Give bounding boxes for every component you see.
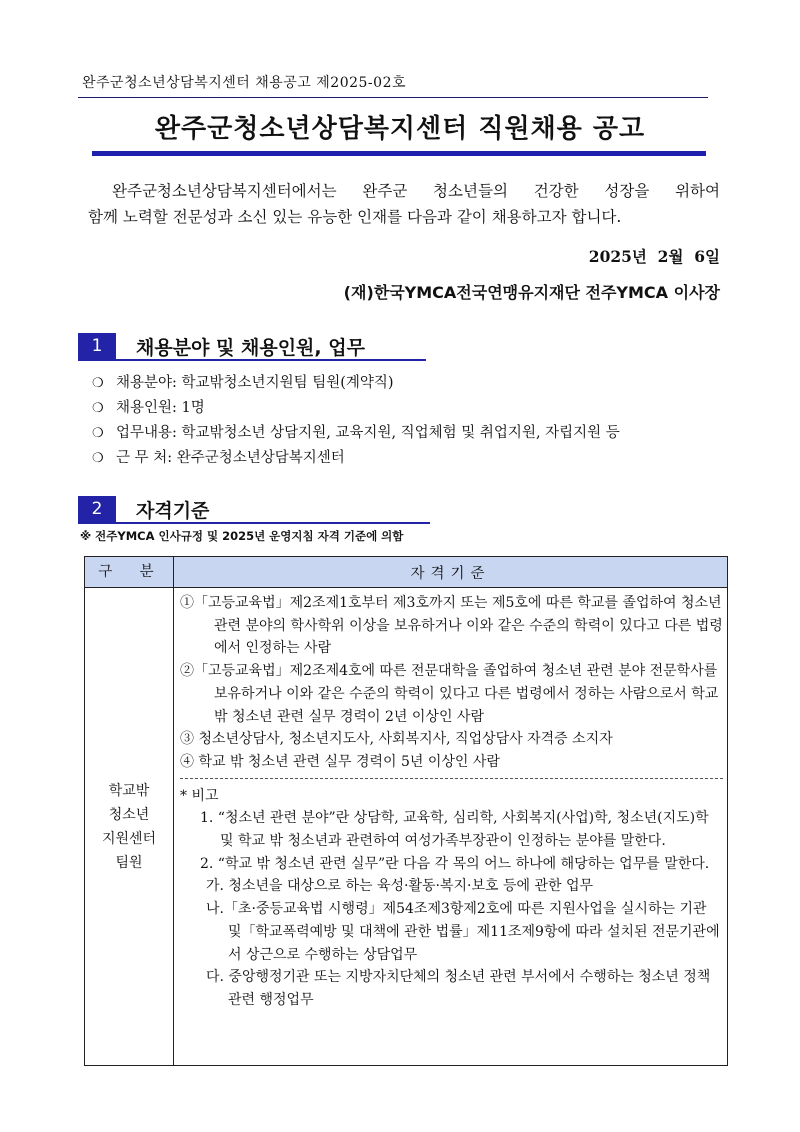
header-rule — [78, 97, 708, 98]
intro-line-2: 함께 노력할 전문성과 소신 있는 유능한 인재를 다음과 같이 채용하고자 합니다. — [88, 208, 622, 226]
title-underline — [92, 151, 706, 156]
issuer-name: (재)한국YMCA전국연맹유지재단 전주YMCA 이사장 — [343, 283, 720, 302]
remarks-title: * 비고 — [180, 787, 219, 804]
section-2-title: 자격기준 — [136, 500, 210, 522]
list-item: ❍ 채용인원: 1명 — [92, 396, 620, 421]
header-criteria: 자격기준 — [174, 557, 728, 588]
list-item: ❍ 채용분야: 학교밖청소년지원팀 팀원(계약직) — [92, 371, 620, 396]
category-cell: 학교밖 청소년 지원센터 팀원 — [85, 588, 174, 1066]
section-1-number: 1 — [78, 333, 116, 359]
announcement-date: 2025년 2월 6일 — [588, 247, 720, 266]
page-title: 완주군청소년상담복지센터 직원채용 공고 — [154, 114, 646, 144]
qualification-table — [84, 556, 728, 1066]
criteria-note: ※ 전주YMCA 인사규정 및 2025년 운영지침 자격 기준에 의함 — [80, 529, 404, 543]
document-number: 완주군청소년상담복지센터 채용공고 제2025-02호 — [82, 75, 407, 91]
criteria-item: ①「고등교육법」제2조제1호부터 제3호까지 또는 제5호에 따른 학교를 졸업하여 청소년 관련 분야의 학사학위 이상을 보유하거나 이와 같은 수준의 학력이 있다고 다른 법령에서 인정하는 사람 — [180, 595, 723, 657]
remark-sub-item: 다. 중앙행정기관 또는 지방자치단체의 청소년 관련 부서에서 수행하는 청소년 정책 관련 행정업무 — [206, 969, 711, 1008]
section-2-number: 2 — [78, 496, 116, 522]
criteria-cell — [174, 588, 728, 1066]
circle-bullet-icon: ❍ — [92, 451, 104, 466]
remark-sub-item: 가. 청소년을 대상으로 하는 육성·활동·복지·보호 등에 관한 업무 — [206, 878, 594, 895]
remark-item: 2. “학교 밖 청소년 관련 실무”란 다음 각 목의 어느 하나에 해당하는 업무를 말한다. — [200, 855, 710, 872]
circle-bullet-icon: ❍ — [92, 401, 104, 416]
remark-item: 1. “청소년 관련 분야”란 상담학, 교육학, 심리학, 사회복지(사업)학, 청소년(지도)학 및 학교 밖 청소년과 관련하여 여성가족부장관이 인정하는 분야를 말한다. — [200, 810, 709, 850]
intro-paragraph — [88, 178, 720, 230]
criteria-item: ③ 청소년상담사, 청소년지도사, 사회복지사, 직업상담사 자격증 소지자 — [180, 731, 613, 748]
list-item: ❍ 업무내용: 학교밖청소년 상담지원, 교육지원, 직업체험 및 취업지원, 자립지원 등 — [92, 421, 620, 446]
criteria-item: ④ 학교 밖 청소년 관련 실무 경력이 5년 이상인 사람 — [180, 753, 500, 770]
remarks-block — [180, 778, 723, 1012]
criteria-item: ②「고등교육법」제2조제4호에 따른 전문대학을 졸업하여 청소년 관련 분야 전문학사를 보유하거나 이와 같은 수준의 학력이 있다고 다른 법령에서 정하는 사람으로서 학교 밖 청소년 관련 실무 경력이 2년 이상인 사람 — [180, 663, 719, 725]
section-1-list — [92, 371, 620, 471]
circle-bullet-icon: ❍ — [92, 426, 104, 441]
remark-sub-item: 나.「초·중등교육법 시행령」제54조제3항제2호에 따른 지원사업을 실시하는 기관 및「학교폭력예방 및 대책에 관한 법률」제11조제9항에 따라 설치된 전문기관에서 상근으로 수행하는 상담업무 — [206, 901, 720, 963]
section-1-rule — [78, 359, 426, 361]
intro-line-1: 완주군청소년상담복지센터에서는 완주군 청소년들의 건강한 성장을 위하여 — [112, 182, 720, 200]
section-2-rule — [78, 522, 430, 524]
section-1-title: 채용분야 및 채용인원, 업무 — [136, 337, 365, 359]
header-category: 구 분 — [85, 557, 174, 588]
list-item: ❍ 근 무 처: 완주군청소년상담복지센터 — [92, 446, 620, 471]
circle-bullet-icon: ❍ — [92, 376, 104, 391]
